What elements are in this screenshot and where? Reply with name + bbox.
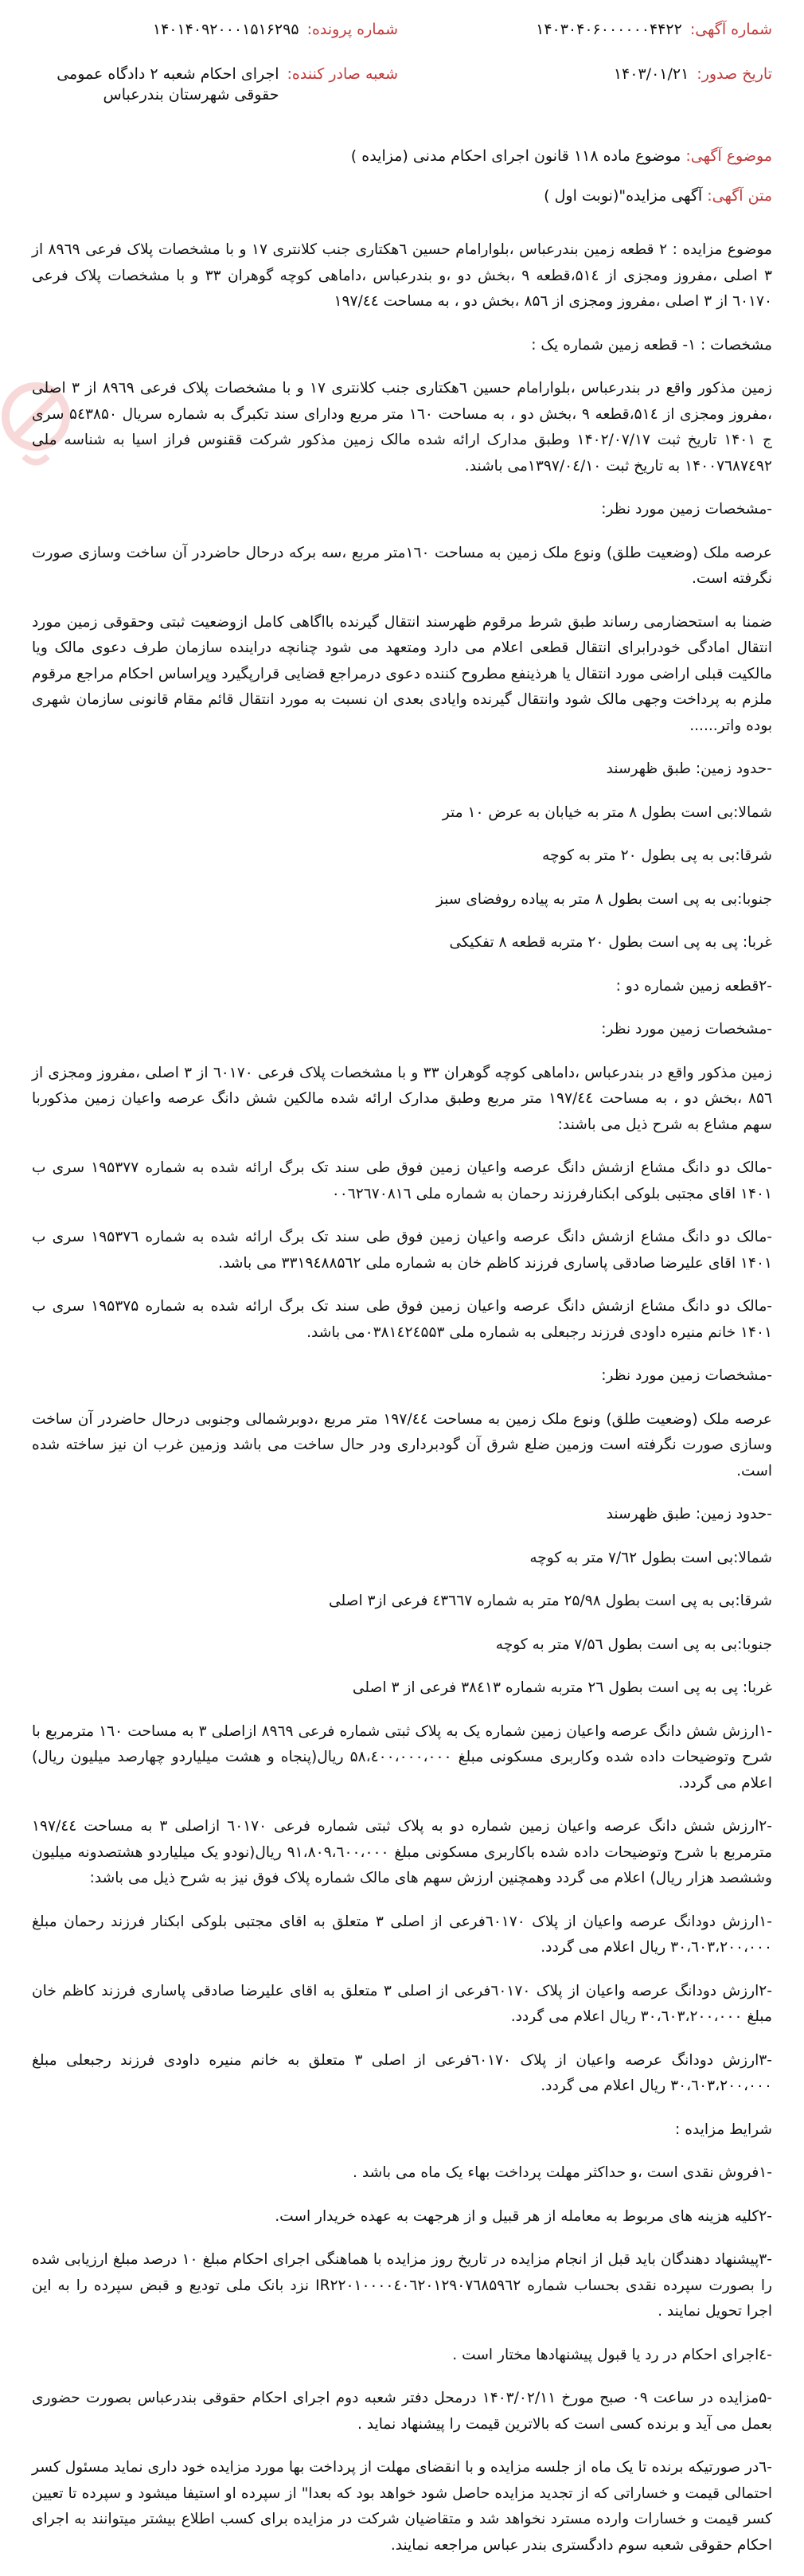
value-1: -۱ارزش شش دانگ عرصه واعیان زمین شماره یک به پلاک ثبتی شماره فرعی ۸۹٦۹ ازاصلی ۳ به مساحت ۱٦۰ مترمربع با شرح وتوضیحات داده شده وکاربری مسکونی مبلغ ۵۸،٤۰۰،۰۰۰،۰۰۰ ریال(پنجاه و هشت میلیاردو چهارصد میلیون ریال) اعلام می گردد.	[32, 1722, 773, 1792]
condition-6: -٦در صورتیکه برنده تا یک ماه از جلسه مزایده و با انقضای مهلت از پرداخت بها مورد مزایده خود داری نماید مسئول کسر احتمالی قیمت و خساراتی که از تجدید مزایده حاصل شود خواهد بود که بعدا" از سپرده او استیفا میشود و سپرده تا تعیین کسر قیمت و خسارات وارده مسترد نخواهد شد و متقاضیان شرکت در مزایده برای کسب اطلاع بیشتر میتوانند به اجرای احکام حقوقی شعبه سوم دادگستری بندر عباس مراجعه نمایند.	[32, 2459, 772, 2554]
issuer: اجرای احکام شعبه ۲ دادگاه عمومی حقوقی شهرستان بندرعباس	[57, 65, 279, 104]
conditions-title: شرایط مزایده :	[675, 2121, 772, 2138]
case-number: ۱۴۰۱۴۰۹۲۰۰۰۱۵۱۶۲۹۵	[152, 21, 299, 38]
issuer-row	[32, 64, 398, 105]
condition-2: -۲کلیه هزینه های مربوط به معامله از هر قبیل و از هرجهت به عهده خریدار است.	[275, 2207, 772, 2225]
land2-west: غربا: پی به پی است بطول ٢٦ متربه شماره ۳۸٤۱۳ فرعی از ۳ اصلی	[352, 1679, 772, 1696]
share-2: -۲ارزش دودانگ عرصه واعیان از پلاک ٦۰۱۷۰فرعی از اصلی ۳ متعلق به اقای علیرضا صادقی پاساری فرزند کاظم خان مبلغ ۳۰،٦۰۳،٢۰۰،۰۰۰ ریال اعلام می گردد.	[32, 1982, 772, 2025]
owner-2: -مالک دو دانگ مشاع ازشش دانگ عرصه واعیان زمین فوق طی سند تک برگ ارائه شده به شماره ۱۹۵۳۷٦ سری ب ۱۴۰۱ اقای علیرضا صادقی پاساری فرزند کاظم خان به شماره ملی ۳۳۱۹٤۸۸۵٦۲ می باشد.	[32, 1229, 773, 1272]
land1-arsa: عرصه ملک (وضعیت طلق) ونوع ملک زمین به مساحت ۱٦۰متر مربع ،سه برکه درحال حاضردر آن ساخت وسازی صورت نگرفته است.	[32, 544, 772, 587]
condition-1: -۱فروش نقدی است ،و حداکثر مهلت پرداخت بهاء یک ماه می باشد .	[353, 2164, 772, 2181]
land1-south: جنوبا:بی به پی است بطول ۸ متر به پیاده روفضای سبز	[435, 890, 772, 908]
land1-bounds-title: -حدود زمین: طبق ظهرسند	[606, 760, 772, 777]
land1-specs-title: -مشخصات زمین مورد نظر:	[601, 501, 772, 518]
text-value: آگهی مزایده"(نوبت اول )	[544, 187, 703, 205]
land1-description: زمین مذکور واقع در بندرعباس ،بلوارامام حسین ٦هکتاری جنب کلانتری ۱۷ و با مشخصات پلاک فرعی ۸۹٦۹ از ۳ اصلی ،مفروز ومجزی از ۵۱٤،قطعه ۹ ،بخش دو ، به مساحت ۱٦۰ متر مربع ودارای سند تکبرگ به شماره سریال ۵٤۳۸۵۰ سری ج ۱۴۰۱ تاریخ ثبت ۱۴۰۲/۰۷/۱۷ وطبق مدارک ارائه شده مالک زمین مذکور شرکت ققنوس فراز اسیا به شناسه ملی ۱۴۰۰۷٦۸۷٤۹۲ به تاریخ ثبت ۱۳۹۷/۰٤/۱۰می باشند.	[32, 380, 773, 475]
header-right	[406, 19, 772, 108]
case-number-row	[32, 19, 398, 40]
issuer-label: شعبه صادر کننده:	[287, 65, 398, 83]
land2-specs-title-2: -مشخصات زمین مورد نظر:	[601, 1367, 772, 1384]
subject-block	[32, 145, 772, 225]
issue-date: ۱۴۰۳/۰۱/۲۱	[613, 65, 689, 83]
case-number-label: شماره پرونده:	[306, 21, 398, 38]
subject-label: موضوع آگهی:	[685, 147, 772, 165]
subject-row	[32, 145, 772, 167]
land2-bounds-title: -حدود زمین: طبق ظهرسند	[606, 1506, 772, 1523]
land1-west: غربا: پی به پی است بطول ۲۰ متربه قطعه ۸ تفکیکی	[449, 934, 772, 951]
land1-note: ضمنا به استحضارمی رساند طبق شرط مرقوم ظهرسند انتقال گیرنده بااگاهی کامل ازوضعیت ثبتی وحقوقی زمین مورد انتقال امادگی خودرابرای انتقال قطعی اعلام می دارد ومتعهد می شود چنانچه دراینده سازمان طرف دعوی مالک ویا مالکیت قبلی اراضی مورد انتقال یا هرذینفع مطروح کننده دعوی درمراجع قضایی قرارپگیرد وپراساس احکام مراجع مرقوم ملزم به پرداخت وجهی مالک شود وانتقال گیرنده وایادی بعدی ان نسبت به مورد انتقال قائم مقام قانونی سازمان شهری بوده واتر......	[32, 613, 772, 734]
text-row	[32, 185, 772, 207]
intro-paragraph: موضوع مزایده : ۲ قطعه زمین بندرعباس ،بلوارامام حسین ٦هکتاری جنب کلانتری ۱۷ و با مشخصات پلاک فرعی ۸۹٦۹ از ۳ اصلی ،مفروز ومجزی از ۵۱٤،قطعه ۹ ،بخش دو ،و بندرعباس ،داماهی کوچه گوهران ۳۳ و با مشخصات پلاک فرعی ٦۰۱۷۰ از ۳ اصلی ،مفروز ومجزی از ۸۵٦ ،بخش دو ، به مساحت ۱۹۷/٤٤	[32, 241, 772, 310]
header-left	[32, 19, 398, 129]
ad-number: ۱۴۰۳۰۴۰۶۰۰۰۰۰۰۴۴۲۲	[536, 21, 682, 38]
land2-east: شرقا:بی به پی است بطول ۲۵/۹۸ متر به شماره ٤۳٦٦۷ فرعی از۳ اصلی	[329, 1593, 772, 1609]
issue-date-row	[406, 64, 772, 84]
land1-north: شمالا:بی است بطول ۸ متر به خیابان به عرض ۱۰ متر	[442, 803, 772, 821]
owner-3: -مالک دو دانگ مشاع ازشش دانگ عرصه واعیان زمین فوق طی سند تک برگ ارائه شده به شماره ۱۹۵۳۷۵ سری ب ۱۴۰۱ خانم منیره داودی فرزند رجبعلی به شماره ملی ۰۳۸۱٤٢٤۵۵۳می باشد.	[32, 1298, 773, 1341]
land2-description: زمین مذکور واقع در بندرعباس ،داماهی کوچه گوهران ۳۳ و با مشخصات پلاک فرعی ٦۰۱۷۰ از ۳ اصلی ،مفروز ومجزی از ۸۵٦ ،بخش دو ، به مساحت ۱۹۷/٤٤ متر مربع وطبق مدارک ارائه شده مالکین شش دانگ عرصه واعیان زمین مذکوربا سهم مشاع به شرح ذیل می باشند:	[32, 1064, 772, 1133]
share-1: -۱ارزش دودانگ عرصه واعیان از پلاک ٦۰۱۷۰فرعی از اصلی ۳ متعلق به اقای مجتبی بلوکی ابکنار فرزند رحمان مبلغ ۳۰،٦۰۳،٢۰۰،۰۰۰ ریال اعلام می گردد.	[32, 1913, 772, 1956]
notice-header	[32, 19, 772, 139]
subject-value: موضوع ماده ۱۱۸ قانون اجرای احکام مدنی (مزایده )	[350, 147, 681, 165]
condition-3: -۳پیشنهاد دهندگان باید قبل از انجام مزایده در تاریخ روز مزایده با هماهنگی اجرای احکام مبلغ ۱۰ درصد مبلغ ارزیابی شده را بصورت سپرده نقدی بحساب شماره IR۲۲۰۱۰۰۰۰٤۰٦٢۰۱۲۹۰۷٦۸۵۹٦٢ نزد بانک ملی تودیع و قبض سپرده را به این اجرا تحویل نمایند .	[32, 2251, 773, 2320]
land2-specs-title: -مشخصات زمین مورد نظر:	[601, 1021, 772, 1038]
notice-body	[32, 237, 772, 2576]
owner-1: -مالک دو دانگ مشاع ازشش دانگ عرصه واعیان زمین فوق طی سند تک برگ ارائه شده به شماره ۱۹۵۳۷۷ سری ب ۱۴۰۱ اقای مجتبی بلوکی ابکنارفرزند رحمان به شماره ملی ۰۰٦۲٦۷۰۸۱٦	[32, 1159, 773, 1202]
condition-5: -۵مزایده در ساعت ۰۹ صبح مورخ ۱۴۰۳/۰۲/۱۱ درمحل دفتر شعبه دوم اجرای احکام حقوقی بندرعباس بصورت حضوری بعمل می آید و برنده کسی است که بالاترین قیمت را پیشنهاد نماید .	[32, 2390, 772, 2433]
specs-title: مشخصات : ۱- قطعه زمین شماره یک :	[531, 336, 772, 354]
land2-south: جنوبا:بی به پی است بطول ۷/۵٦ متر به کوچه	[495, 1636, 772, 1653]
condition-4: -٤اجرای احکام در رد یا قبول پیشنهادها مختار است .	[452, 2346, 772, 2363]
ad-number-label: شماره آگهی:	[689, 21, 772, 38]
text-label: متن آگهی:	[707, 187, 772, 205]
value-2: -۲ارزش شش دانگ عرصه واعیان زمین شماره دو به پلاک ثبتی شماره فرعی ٦۰۱۷۰ ازاصلی ۳ به مساحت ۱۹۷/٤٤ مترمربع با شرح وتوضیحات داده شده باکاربری مسکونی مبلغ ۹۱،۸۰۹،٦۰۰،۰۰۰ ریال(نودو یک میلیاردو هشتصدونه میلیون وششصد هزار ریال) اعلام می گردد وهمچنین ارزش سهم های مالک شماره پلاک فوق نیز به شرح ذیل می باشد:	[32, 1818, 772, 1886]
ad-number-row	[406, 19, 772, 40]
land2-arsa: عرصه ملک (وضعیت طلق) ونوع ملک زمین به مساحت ۱۹۷/٤٤ متر مربع ،دوبرشمالی وجنوبی درحال حاضردر آن ساخت وسازی صورت نگرفته است وزمین ضلع شرق آن گودبرداری ودر حال ساخت می باشد وزمین غرب ان نیز ساخته شده است.	[32, 1410, 772, 1480]
issue-date-label: تاریخ صدور:	[697, 65, 772, 83]
land1-east: شرقا:بی به پی بطول ۲۰ متر به کوچه	[542, 847, 772, 864]
land2-title: -۲قطعه زمین شماره دو :	[615, 977, 772, 995]
share-3: -۳ارزش دودانگ عرصه واعیان از پلاک ٦۰۱۷۰فرعی از اصلی ۳ متعلق به خانم منیره داودی فرزند رجبعلی مبلغ ۳۰،٦۰۳،٢۰۰،۰۰۰ ریال اعلام می گردد.	[32, 2051, 772, 2094]
land2-north: شمالا:بی است بطول ۷/٦۲ متر به کوچه	[529, 1549, 772, 1566]
